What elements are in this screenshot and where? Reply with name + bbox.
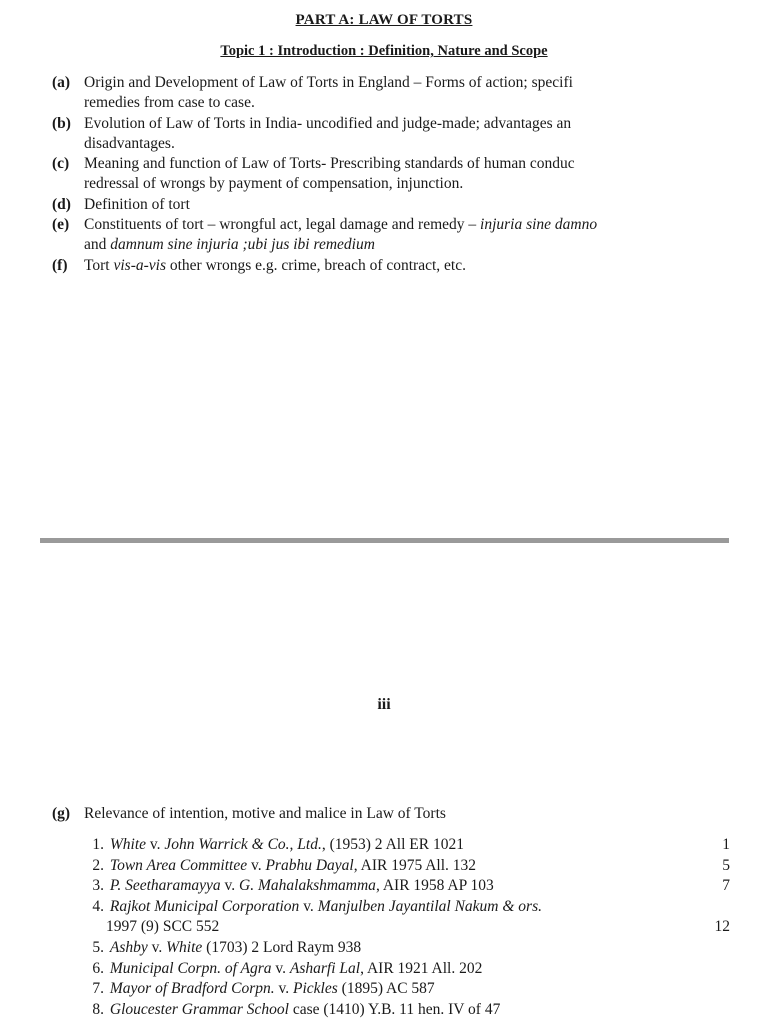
case-entry [70,938,730,958]
case-entry [70,1000,730,1020]
case-versus: v. [147,939,167,956]
case-versus: v. [247,857,266,874]
case-entry [70,897,730,937]
case-citation: , AIR 1921 All. 202 [360,960,483,977]
item-label: (d) [52,196,71,213]
item-label: (f) [52,257,68,274]
case-citation: , AIR 1975 All. 132 [353,857,477,874]
syllabus-item-c [52,154,752,194]
item-text: and [84,236,111,253]
case-number: 4. [92,898,104,915]
case-party: Municipal Corpn. of Agra [109,960,272,977]
case-entry [70,876,730,896]
case-entry [70,979,730,999]
case-citation: case (1410) Y.B. 11 hen. IV of 47 [288,1001,501,1018]
case-citation: (1703) 2 Lord Raym 938 [202,939,362,956]
case-party: Manjulben Jayantilal Nakum & ors. [317,898,542,915]
case-number: 6. [92,960,104,977]
item-text: other wrongs e.g. crime, breach of contract, etc. [166,257,466,274]
case-party: White [166,939,203,956]
syllabus-item-d [52,195,752,215]
case-party: G. Mahalakshmamma [239,877,376,894]
case-party: Pickles [293,980,338,997]
item-label: (a) [52,74,71,91]
item-text: Definition of tort [84,196,190,213]
case-party: Rajkot Municipal Corporation [109,898,300,915]
item-label: (g) [52,805,71,822]
topic-title: Topic 1 : Introduction : Definition, Nature and Scope [220,43,548,59]
case-page: 7 [722,877,730,894]
case-page: 12 [714,918,730,935]
item-text-cont [52,235,752,255]
item-text-cont: remedies from case to case. [84,94,255,111]
case-party: Prabhu Dayal [265,857,354,874]
syllabus-item-a [52,73,752,113]
item-text: Constituents of tort – wrongful act, legal damage and remedy – [84,216,481,233]
section-g-heading [52,805,446,823]
page-number: iii [377,696,391,713]
case-number: 3. [92,877,104,894]
case-party: P. Seetharamayya [109,877,221,894]
item-latin-maxim: damnum sine injuria ;ubi jus ibi remedium [110,236,375,253]
syllabus-item-b [52,114,752,154]
case-versus: v. [220,877,240,894]
item-text-cont: disadvantages. [84,135,175,152]
case-party: Asharfi Lal [289,960,361,977]
item-text: Origin and Development of Law of Torts in England – Forms of action; specifi [84,74,573,91]
case-party: Ashby [109,939,148,956]
case-citation: (1895) AC 587 [337,980,435,997]
case-party: White [109,836,147,853]
case-number: 8. [92,1001,104,1018]
item-label: (b) [52,115,71,132]
case-versus: v. [271,960,290,977]
item-latin-maxim: injuria sine damno [480,216,598,233]
item-text: Tort [84,257,114,274]
case-versus: v. [274,980,294,997]
item-latin-term: vis-a-vis [113,257,166,274]
case-citation: , AIR 1958 AP 103 [375,877,494,894]
case-party: Gloucester Grammar School [109,1001,289,1018]
case-party: John Warrick & Co., Ltd. [164,836,322,853]
item-text: Meaning and function of Law of Torts- Prescribing standards of human conduc [84,155,575,172]
case-page: 5 [722,857,730,874]
case-page: 1 [722,836,730,853]
case-citation: , (1953) 2 All ER 1021 [321,836,464,853]
case-citation-cont: 1997 (9) SCC 552 [106,918,220,935]
case-number: 2. [92,857,104,874]
case-entry [70,959,730,979]
item-text: Evolution of Law of Torts in India- uncodified and judge-made; advantages an [84,115,572,132]
syllabus-item-e [52,215,752,255]
item-text-cont: redressal of wrongs by payment of compensation, injunction. [84,175,464,192]
case-versus: v. [146,836,165,853]
page-divider [40,538,729,543]
case-number: 1. [92,836,104,853]
case-party: Town Area Committee [109,857,248,874]
case-entry [70,835,730,855]
case-versus: v. [299,898,318,915]
part-title: PART A: LAW OF TORTS [295,12,473,28]
syllabus-item-f [52,256,752,276]
item-label: (c) [52,155,70,172]
section-g-text: Relevance of intention, motive and malice in Law of Torts [84,805,446,822]
case-entry [70,856,730,876]
case-party: Mayor of Bradford Corpn. [109,980,275,997]
case-number: 7. [92,980,104,997]
case-number: 5. [92,939,104,956]
item-label: (e) [52,216,70,233]
